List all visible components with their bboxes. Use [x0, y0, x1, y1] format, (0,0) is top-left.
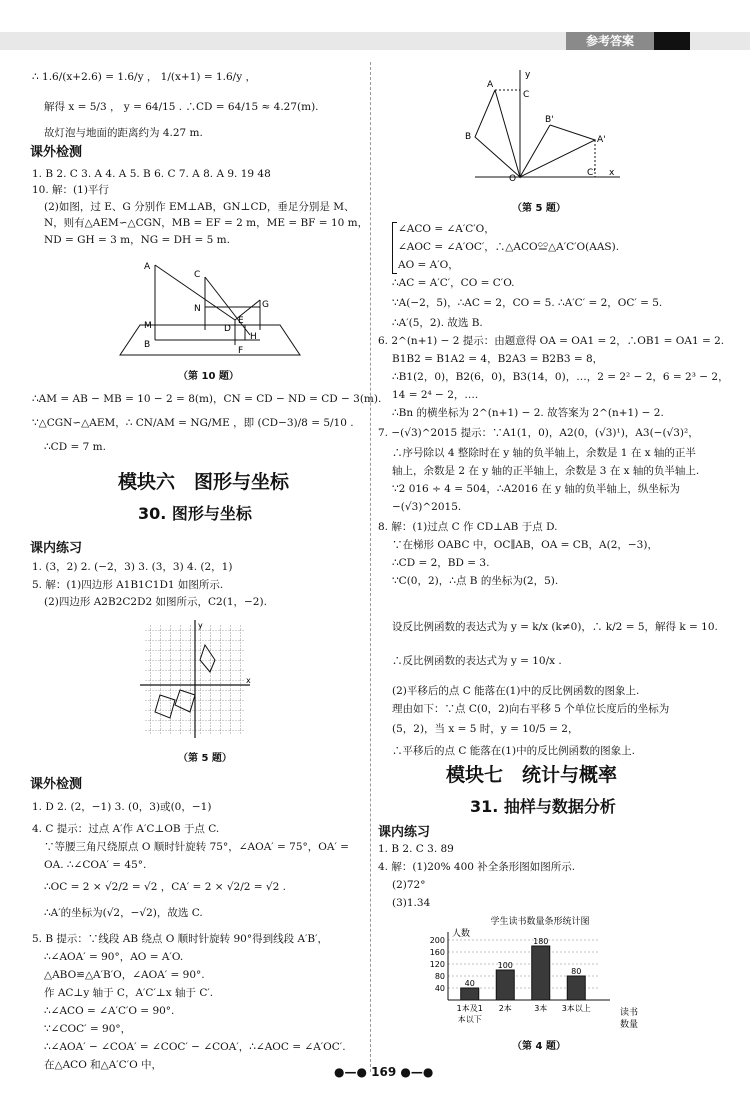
text-line: 1. (3，2) 2. (−2，3) 3. (3，3) 4. (2，1) [32, 561, 233, 573]
text-line: ∴∠ACO = ∠A′C′O = 90°. [44, 1005, 175, 1017]
figure-caption: （第 5 题） [178, 753, 232, 764]
x-tick-label: 本以下 [457, 1015, 482, 1024]
text-line: (2)平移后的点 C 能落在(1)中的反比例函数的图象上. [392, 685, 640, 697]
text-line: ∵∠COC′ = 90°， [44, 1023, 132, 1035]
y-tick-label: 40 [434, 984, 445, 993]
text-line: 6. 2^(n+1) − 2 提示：由题意得 OA = OA1 = 2，∴OB1 = OA1 = 2. [378, 335, 725, 347]
section-heading: 课外检测 [30, 777, 83, 792]
text-line: ∠ACO = ∠A′C′O， [398, 223, 495, 235]
text-line: 理由如下：∵点 C(0，2)向右平移 5 个单位长度后的坐标为 [392, 703, 670, 715]
point-label-c: C [194, 270, 201, 280]
figure-caption: （第 5 题） [512, 203, 566, 214]
text-line: 8. 解：(1)过点 C 作 CD⊥AB 于点 D. [378, 521, 558, 533]
text-line: 14 = 2⁴ − 2，…. [392, 389, 479, 401]
chapter-title: 31. 抽样与数据分析 [470, 797, 616, 816]
bar [567, 976, 585, 1000]
point-label-a-prime: A' [597, 135, 606, 145]
text-line: ∴A′的坐标为(√2，−√2)，故选 C. [44, 907, 203, 919]
page-footer [334, 1065, 433, 1079]
text-line: 1. D 2. (2，−1) 3. (0，3)或(0，−1) [32, 801, 212, 813]
text-line: ∴∠AOA′ = 90°，AO = A′O. [44, 951, 184, 963]
text-line: ∴CD = 7 m. [44, 441, 106, 453]
section-heading: 课外检测 [30, 145, 83, 160]
bar-value-label: 100 [497, 961, 513, 970]
point-label-a: A [487, 80, 494, 90]
y-tick-label: 200 [429, 936, 445, 945]
text-line: 4. 解：(1)20% 400 补全条形图如图所示. [378, 861, 576, 873]
text-line: ∴反比例函数的表达式为 y = 10/x . [392, 655, 562, 667]
text-line: ∵△CGN∽△AEM，∴ CN/AM = NG/ME ，即 (CD−3)/8 = 5/10 . [32, 417, 354, 429]
axis-label-y: y [525, 70, 531, 80]
axis-label-y: y [198, 621, 203, 630]
section-heading: 课内练习 [378, 825, 431, 840]
bar [461, 988, 479, 1000]
text-line: ∴ 1.6/(x+2.6) = 1.6/y ， 1/(x+1) = 1.6/y ， [32, 71, 256, 83]
text-line: ∵在梯形 OABC 中，OC∥AB，OA = CB，A(2，−3)， [392, 539, 658, 551]
module-title: 模块六 图形与坐标 [118, 471, 290, 493]
text-line: ∴AM = AB − MB = 10 − 2 = 8(m)，CN = CD − ND = CD − 3(m). [32, 393, 382, 405]
text-line: OA. ∴∠COA′ = 45°. [44, 859, 147, 871]
text-line: 设反比例函数的表达式为 y = k/x (k≠0)，∴ k/2 = 5，解得 k = 10. [392, 621, 718, 633]
axis-label-x: x [246, 676, 251, 685]
chart-ylabel: 人数 [452, 929, 471, 939]
text-line: ∴A′(5，2). 故选 B. [392, 317, 483, 329]
text-line: 7. −(√3)^2015 提示：∵A1(1，0)，A2(0，(√3)¹)，A3(−(√3)²， [378, 427, 699, 439]
chapter-title: 30. 图形与坐标 [138, 504, 252, 523]
text-line: (3)1.34 [392, 897, 431, 909]
text-line: AO = A′O， [398, 259, 459, 271]
x-tick-label: 1本及1 [456, 1004, 483, 1013]
x-tick-label: 3本 [534, 1004, 548, 1013]
text-line: ∵等腰三角尺绕原点 O 顺时针旋转 75°，∠AOA′ = 75°，OA′ = [44, 841, 349, 853]
point-label-b-prime: B' [545, 115, 554, 125]
figure-10 [110, 255, 310, 365]
column-divider [370, 62, 371, 1072]
point-label-h: H [250, 332, 257, 342]
chart-title: 学生读书数量条形统计图 [490, 917, 590, 927]
text-line: ∠AOC = ∠A′OC′，∴△ACO≌△A′C′O(AAS). [398, 241, 620, 253]
text-line: ∴OC = 2 × √2/2 = √2 ，CA′ = 2 × √2/2 = √2 . [44, 881, 286, 893]
page-number: 169 [371, 1065, 397, 1079]
text-line: 故灯泡与地面的距离约为 4.27 m. [44, 127, 203, 139]
text-line: 1. B 2. C 3. 89 [378, 843, 454, 855]
point-label-d: D [224, 324, 231, 334]
point-label-e: E [238, 316, 244, 326]
text-line: ∴CD = 2，BD = 3. [392, 557, 490, 569]
figure-caption: （第 10 题） [178, 371, 239, 382]
chart-xlabel-1: 读书 [620, 1008, 639, 1018]
figure-5-grid [140, 620, 260, 745]
text-line: 作 AC⊥y 轴于 C，A′C′⊥x 轴于 C′. [44, 987, 214, 999]
text-line: 轴上，余数是 2 在 y 轴的正半轴上，余数是 3 在 x 轴的负半轴上. [392, 465, 700, 477]
text-line: ∴序号除以 4 整除时在 y 轴的负半轴上，余数是 1 在 x 轴的正半 [392, 447, 696, 459]
text-line: ∴Bn 的横坐标为 2^(n+1) − 2. 故答案为 2^(n+1) − 2. [392, 407, 664, 419]
figure-caption: （第 4 题） [512, 1041, 566, 1052]
x-tick-label: 2本 [498, 1004, 512, 1013]
figure-5-rotation [455, 65, 625, 195]
point-label-o: O [509, 174, 517, 184]
text-line: (2)如图，过 E、G 分别作 EM⊥AB，GN⊥CD，垂足分别是 M、 [44, 201, 355, 213]
text-line: −(√3)^2015. [392, 501, 462, 513]
header-label: 参考答案 [566, 32, 654, 50]
point-label-b: B [465, 132, 472, 142]
axis-label-x: x [609, 168, 615, 178]
text-line: 1. B 2. C 3. A 4. A 5. B 6. C 7. A 8. A 9. 19 48 [32, 168, 271, 180]
page-ornament-left: ●—● [334, 1065, 367, 1079]
bar-value-label: 80 [571, 967, 582, 976]
section-heading: 课内练习 [30, 541, 83, 556]
y-tick-label: 120 [429, 960, 445, 969]
text-line: 在△ACO 和△A′C′O 中， [44, 1059, 163, 1071]
point-label-g: G [262, 300, 269, 310]
text-line: 4. C 提示：过点 A′作 A′C⊥OB 于点 C. [32, 823, 220, 835]
point-label-m: M [144, 321, 152, 331]
bar-chart [420, 912, 660, 1037]
text-line: 5. 解：(1)四边形 A1B1C1D1 如图所示. [32, 579, 224, 591]
y-tick-label: 160 [429, 948, 445, 957]
bar-value-label: 40 [464, 979, 475, 988]
text-line: B1B2 = B1A2 = 4，B2A3 = B2B3 = 8， [392, 353, 604, 365]
chart-xlabel-2: 数量 [620, 1020, 639, 1030]
brace [392, 222, 397, 274]
text-line: ∵C(0，2)，∴点 B 的坐标为(2，5). [392, 575, 559, 587]
header-block [654, 32, 690, 50]
text-line: ∴∠AOA′ − ∠COA′ = ∠COC′ − ∠COA′，∴∠AOC = ∠A′OC′. [44, 1041, 346, 1053]
bar-value-label: 180 [533, 937, 549, 946]
page-ornament-right: ●—● [400, 1065, 434, 1079]
point-label-c: C [523, 90, 530, 100]
point-label-n: N [194, 304, 201, 314]
text-line: (5，2)，当 x = 5 时，y = 10/5 = 2， [392, 723, 579, 735]
text-line: ∴AC = A′C′，CO = C′O. [392, 277, 515, 289]
text-line: △ABO≌△A′B′O，∠AOA′ = 90°. [44, 969, 205, 981]
text-line: (2)四边形 A2B2C2D2 如图所示，C2(1，−2). [44, 596, 267, 608]
bar [496, 970, 514, 1000]
text-line: ∴B1(2，0)，B2(6，0)，B3(14，0)，…，2 = 2² − 2，6 = 2³ − 2， [392, 371, 729, 383]
bar [532, 946, 550, 1000]
text-line: 5. B 提示：∵线段 AB 绕点 O 顺时针旋转 90°得到线段 A′B′， [32, 933, 329, 945]
point-label-b: B [144, 340, 151, 350]
point-label-a: A [144, 262, 151, 272]
module-title: 模块七 统计与概率 [446, 764, 618, 786]
text-line: ∴平移后的点 C 能落在(1)中的反比例函数的图象上. [392, 745, 635, 757]
x-tick-label: 3本以上 [561, 1004, 591, 1013]
text-line: ∵A(−2，5)，∴AC = 2，CO = 5. ∴A′C′ = 2，OC′ = 5. [392, 297, 663, 309]
text-line: 解得 x = 5/3 ， y = 64/15 . ∴CD = 64/15 ≈ 4.27(m). [44, 101, 319, 113]
text-line: N，则有△AEM∽△CGN，MB = EF = 2 m，ME = BF = 10 m， [44, 217, 369, 229]
text-line: (2)72° [392, 879, 426, 891]
point-label-f: F [238, 346, 244, 356]
text-line: ∵2 016 ÷ 4 = 504，∴A2016 在 y 轴的负半轴上，纵坐标为 [392, 483, 680, 495]
point-label-c-prime: C' [587, 168, 596, 178]
text-line: ND = GH = 3 m，NG = DH = 5 m. [44, 234, 230, 246]
text-line: 10. 解：(1)平行 [32, 184, 109, 196]
y-tick-label: 80 [434, 972, 445, 981]
